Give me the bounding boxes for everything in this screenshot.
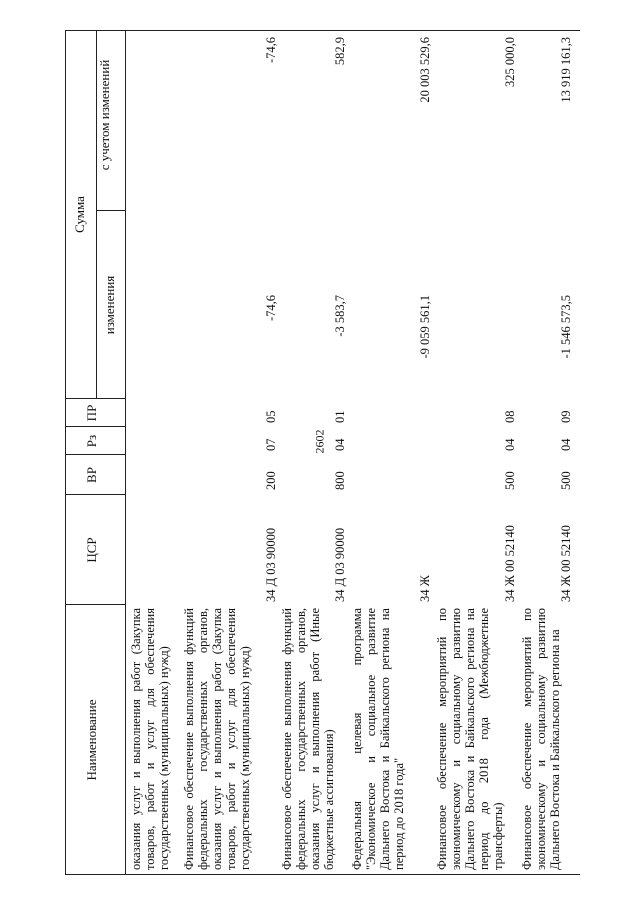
row-name: Федеральная целевая программа "Экономическое и социальное развитие Дальнего Востока и Байкальского региона на период до 2018 года": [350, 608, 406, 870]
row-change: -3 583,7: [333, 295, 347, 337]
row-rz: 04: [503, 438, 517, 451]
row-rz: 04: [333, 438, 347, 451]
row-pr: 08: [503, 410, 517, 423]
row-rz: 04: [559, 438, 573, 451]
row-pr: 09: [559, 410, 573, 423]
row-name: оказания услуг и выполнения работ (Закупка товаров, работ и услуг для обеспечения государственных (муниципальных) нужд): [129, 608, 171, 870]
header-name: Наименование: [84, 699, 99, 781]
row-vr: 800: [333, 471, 347, 490]
row-csr: 34 Ж: [418, 575, 432, 602]
row-pr: 01: [333, 410, 347, 423]
row-csr: 34 Ж 00 52140: [559, 525, 573, 602]
row-csr: 34 Ж 00 52140: [503, 525, 517, 602]
row-pr: 05: [264, 410, 278, 423]
row-with-changes: 582,9: [333, 37, 347, 66]
header-summa: Сумма: [72, 196, 87, 233]
row-csr: 34 Д 03 90000: [333, 527, 347, 602]
page-number: 2602: [312, 429, 327, 454]
row-vr: 200: [264, 471, 278, 490]
header-vr: ВР: [84, 467, 99, 483]
header-izmeneniya: изменения: [102, 275, 117, 335]
row-change: -9 059 561,1: [418, 295, 432, 359]
header-pr: ПР: [84, 404, 99, 422]
row-change: -74,6: [264, 295, 278, 322]
row-csr: 34 Д 03 90000: [264, 527, 278, 602]
row-with-changes: 20 003 529,6: [418, 37, 432, 103]
row-vr: 500: [559, 471, 573, 490]
row-with-changes: 13 919 161,3: [559, 37, 573, 103]
header-csr: ЦСР: [84, 537, 99, 563]
row-rz: 07: [264, 438, 278, 451]
row-with-changes: 325 000,0: [503, 37, 517, 87]
row-vr: 500: [503, 471, 517, 490]
header-s-uchetom: с учетом изменений: [97, 59, 112, 171]
row-with-changes: -74,6: [264, 37, 278, 64]
budget-table: [65, 30, 580, 875]
row-name: Финансовое обеспечение выполнения функций федеральных государственных органов, оказания услуг и выполнения работ (Закупка товаров, работ и услуг для обеспечения государственных (муниципальных) нужд): [182, 608, 252, 870]
row-name: Финансовое обеспечение мероприятий по экономическому и социальному развитию Дальнего Востока и Байкальского региона на период до 2018 года (Межбюджетные трансферты): [435, 608, 505, 870]
row-name: Финансовое обеспечение мероприятий по экономическому и социальному развитию Дальнего Востока и Байкальского региона на: [520, 608, 562, 870]
row-change: -1 546 573,5: [559, 295, 573, 359]
header-rz: Рз: [84, 434, 99, 448]
row-name: Финансовое обеспечение выполнения функций федеральных государственных органов, оказания услуг и выполнения работ (Иные бюджетные ассигнования): [280, 608, 336, 870]
